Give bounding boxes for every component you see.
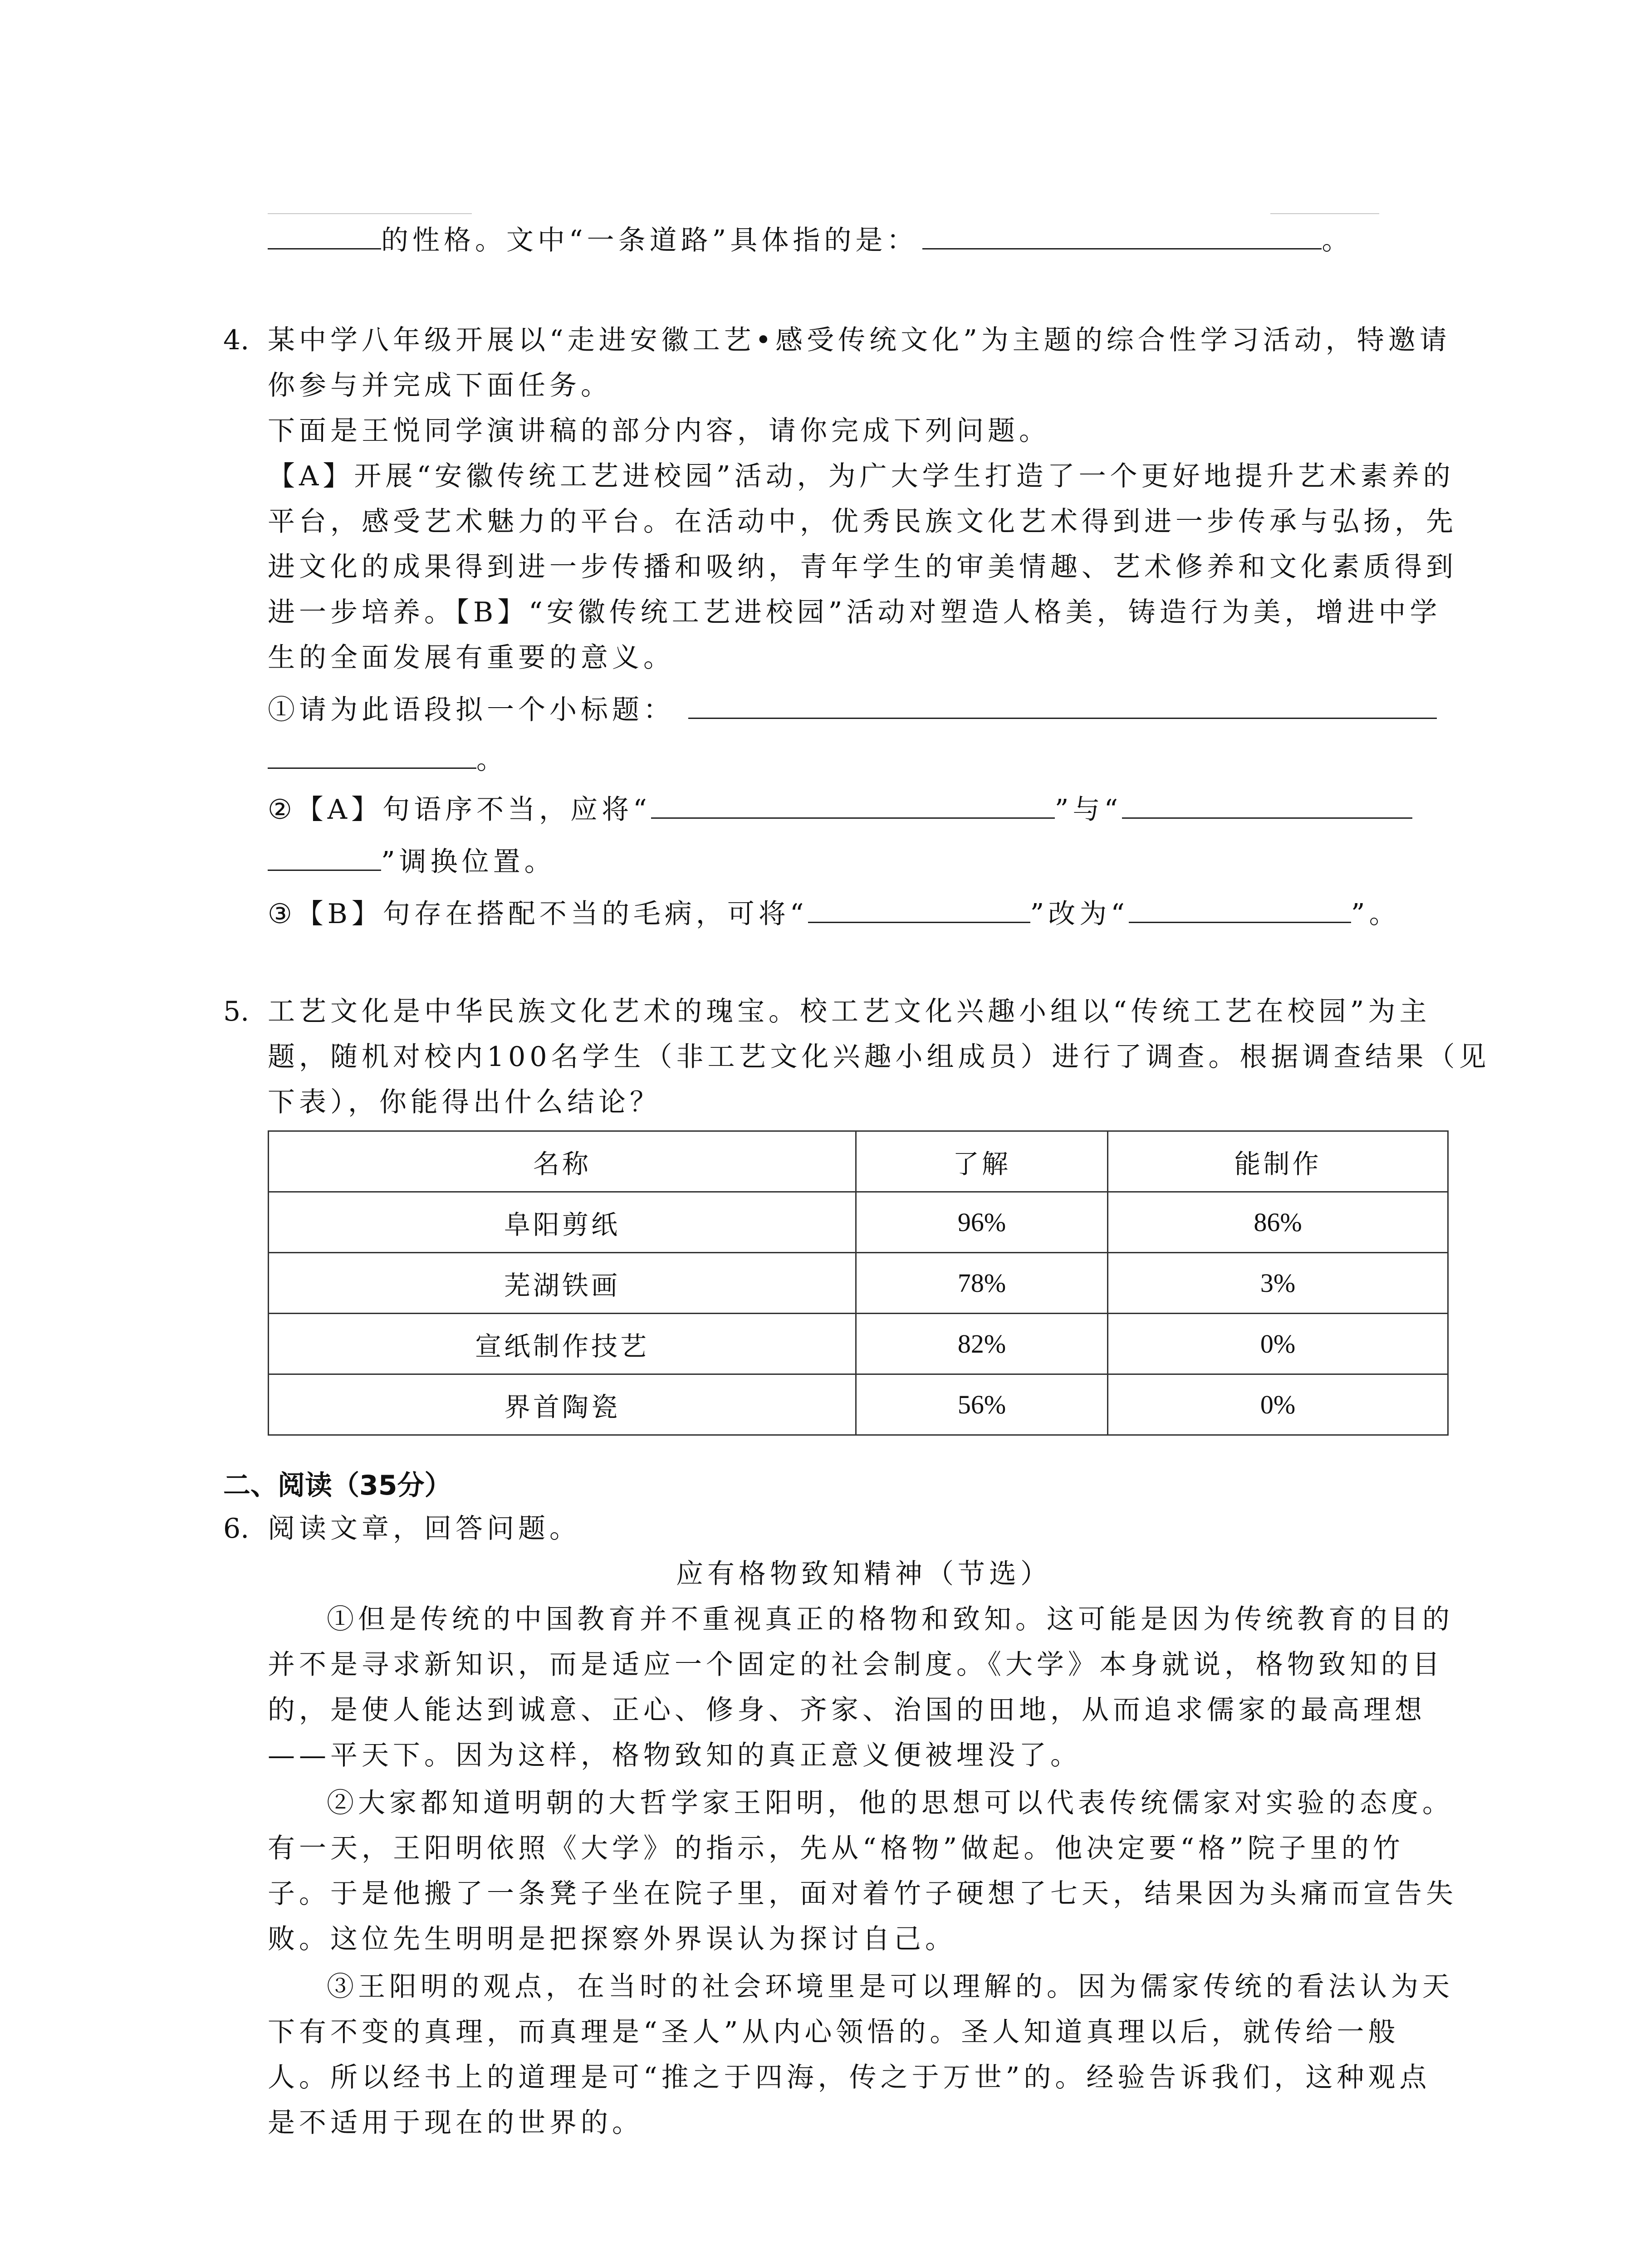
q4-sub2: [268, 787, 1412, 832]
q3-tail-suffix: 。: [1322, 225, 1353, 256]
q4-sub3-prompt: ③【B】句存在搭配不当的毛病，可将“: [268, 898, 808, 930]
q6-number: 6.: [223, 1513, 250, 1545]
table-cell: 0%: [1108, 1314, 1448, 1374]
q4-sub2-tail: ”调换位置。: [381, 846, 556, 878]
q4-number: 4.: [223, 324, 250, 356]
answer-blank[interactable]: [922, 248, 1322, 249]
article-line: 败。这位先生明明是把探察外界误认为探讨自己。: [268, 1923, 956, 1955]
section-heading: 二、阅读（35分）: [223, 1470, 452, 1501]
table-cell: 56%: [856, 1374, 1108, 1435]
article-line: ③王阳明的观点，在当时的社会环境里是可以理解的。因为儒家传统的看法认为天: [327, 1971, 1454, 2003]
q6-instruction: 阅读文章，回答问题。: [268, 1513, 581, 1545]
q4-sub3-end: ”。: [1351, 898, 1401, 930]
article-line: ②大家都知道明朝的大哲学家王阳明，他的思想可以代表传统儒家对实验的态度。: [327, 1787, 1454, 1819]
q4-passage-line: 进一步培养。【B】“安徽传统工艺进校园”活动对塑造人格美，铸造行为美，增进中学: [268, 596, 1441, 628]
q4-sub1: [268, 687, 1437, 733]
article-line: 下有不变的真理，而真理是“圣人”从内心领悟的。圣人知道真理以后，就传给一般: [268, 2016, 1400, 2048]
table-header-cell: 能制作: [1108, 1131, 1448, 1192]
q4-sub1-prompt: ①请为此语段拟一个小标题：: [268, 694, 675, 726]
answer-blank[interactable]: [1129, 922, 1351, 923]
article-line: ①但是传统的中国教育并不重视真正的格物和致知。这可能是因为传统教育的目的: [327, 1603, 1454, 1635]
q5-line: 下表），你能得出什么结论？: [268, 1086, 661, 1118]
q4-intro-line: 下面是王悦同学演讲稿的部分内容，请你完成下列问题。: [268, 415, 1050, 447]
q4-sub2-mid: ”与“: [1054, 794, 1122, 826]
q5-number: 5.: [223, 996, 250, 1027]
article-line: 有一天，王阳明依照《大学》的指示，先从“格物”做起。他决定要“格”院子里的竹: [268, 1833, 1404, 1864]
q4-passage-line: 生的全面发展有重要的意义。: [268, 642, 675, 674]
answer-blank[interactable]: [268, 767, 476, 769]
q4-sub1-cont: [268, 737, 508, 782]
article-line: ——平天下。因为这样，格物致知的真正意义便被埋没了。: [268, 1740, 1082, 1771]
table-cell: 0%: [1108, 1374, 1448, 1435]
answer-blank[interactable]: [268, 870, 381, 871]
q4-sub3-mid: ”改为“: [1030, 898, 1129, 930]
q4-passage-line: 【A】开展“安徽传统工艺进校园”活动，为广大学生打造了一个更好地提升艺术素养的: [268, 460, 1455, 492]
q4-sub1-end: 。: [476, 744, 508, 776]
table-cell: 芜湖铁画: [269, 1253, 856, 1314]
q3-tail-prefix: 的性格。文中“一条道路”具体指的是：: [381, 225, 918, 256]
table-header-row: [269, 1131, 1448, 1192]
article-line: 人。所以经书上的道理是可“推之于四海，传之于万世”的。经验告诉我们，这种观点: [268, 2062, 1431, 2093]
table-row: [269, 1192, 1448, 1253]
q4-sub3: [268, 891, 1401, 937]
article-line: 子。于是他搬了一条凳子坐在院子里，面对着竹子硬想了七天，结果因为头痛而宣告失: [268, 1878, 1457, 1910]
table-row: [269, 1314, 1448, 1374]
table-cell: 3%: [1108, 1253, 1448, 1314]
table-header-cell: 了解: [856, 1131, 1108, 1192]
survey-table: [268, 1130, 1449, 1436]
faint-rule-right: [1270, 213, 1379, 214]
q4-sub2-prompt: ②【A】句语序不当，应将“: [268, 794, 651, 826]
article-title: 应有格物致知精神（节选）: [676, 1558, 1052, 1590]
q3-tail-line: [268, 218, 1353, 263]
article-line: 的，是使人能达到诚意、正心、修身、齐家、治国的田地，从而追求儒家的最高理想: [268, 1694, 1426, 1726]
answer-blank[interactable]: [688, 718, 1437, 719]
q4-intro-line: 某中学八年级开展以“走进安徽工艺•感受传统文化”为主题的综合性学习活动，特邀请: [268, 324, 1451, 356]
q5-line: 题，随机对校内100名学生（非工艺文化兴趣小组成员）进行了调查。根据调查结果（见: [268, 1041, 1490, 1073]
table-cell: 96%: [856, 1192, 1108, 1253]
q4-intro-line: 你参与并完成下面任务。: [268, 370, 612, 401]
table-cell: 82%: [856, 1314, 1108, 1374]
table-row: [269, 1253, 1448, 1314]
answer-blank[interactable]: [1122, 817, 1412, 819]
q4-passage-line: 进文化的成果得到进一步传播和吸纳，青年学生的审美情趣、艺术修养和文化素质得到: [268, 551, 1457, 583]
q4-passage-line: 平台，感受艺术魅力的平台。在活动中，优秀民族文化艺术得到进一步传承与弘扬，先: [268, 506, 1457, 538]
q5-line: 工艺文化是中华民族文化艺术的瑰宝。校工艺文化兴趣小组以“传统工艺在校园”为主: [268, 996, 1431, 1027]
table-header-cell: 名称: [269, 1131, 856, 1192]
article-line: 是不适用于现在的世界的。: [268, 2107, 643, 2139]
table-cell: 宣纸制作技艺: [269, 1314, 856, 1374]
q4-sub2-cont: [268, 839, 556, 885]
table-cell: 阜阳剪纸: [269, 1192, 856, 1253]
table-row: [269, 1374, 1448, 1435]
faint-rule-left: [268, 213, 472, 214]
table-cell: 86%: [1108, 1192, 1448, 1253]
table-cell: 界首陶瓷: [269, 1374, 856, 1435]
answer-blank[interactable]: [268, 248, 381, 249]
answer-blank[interactable]: [808, 922, 1030, 923]
article-line: 并不是寻求新知识，而是适应一个固定的社会制度。《大学》本身就说，格物致知的目: [268, 1649, 1444, 1681]
table-cell: 78%: [856, 1253, 1108, 1314]
answer-blank[interactable]: [651, 817, 1055, 819]
